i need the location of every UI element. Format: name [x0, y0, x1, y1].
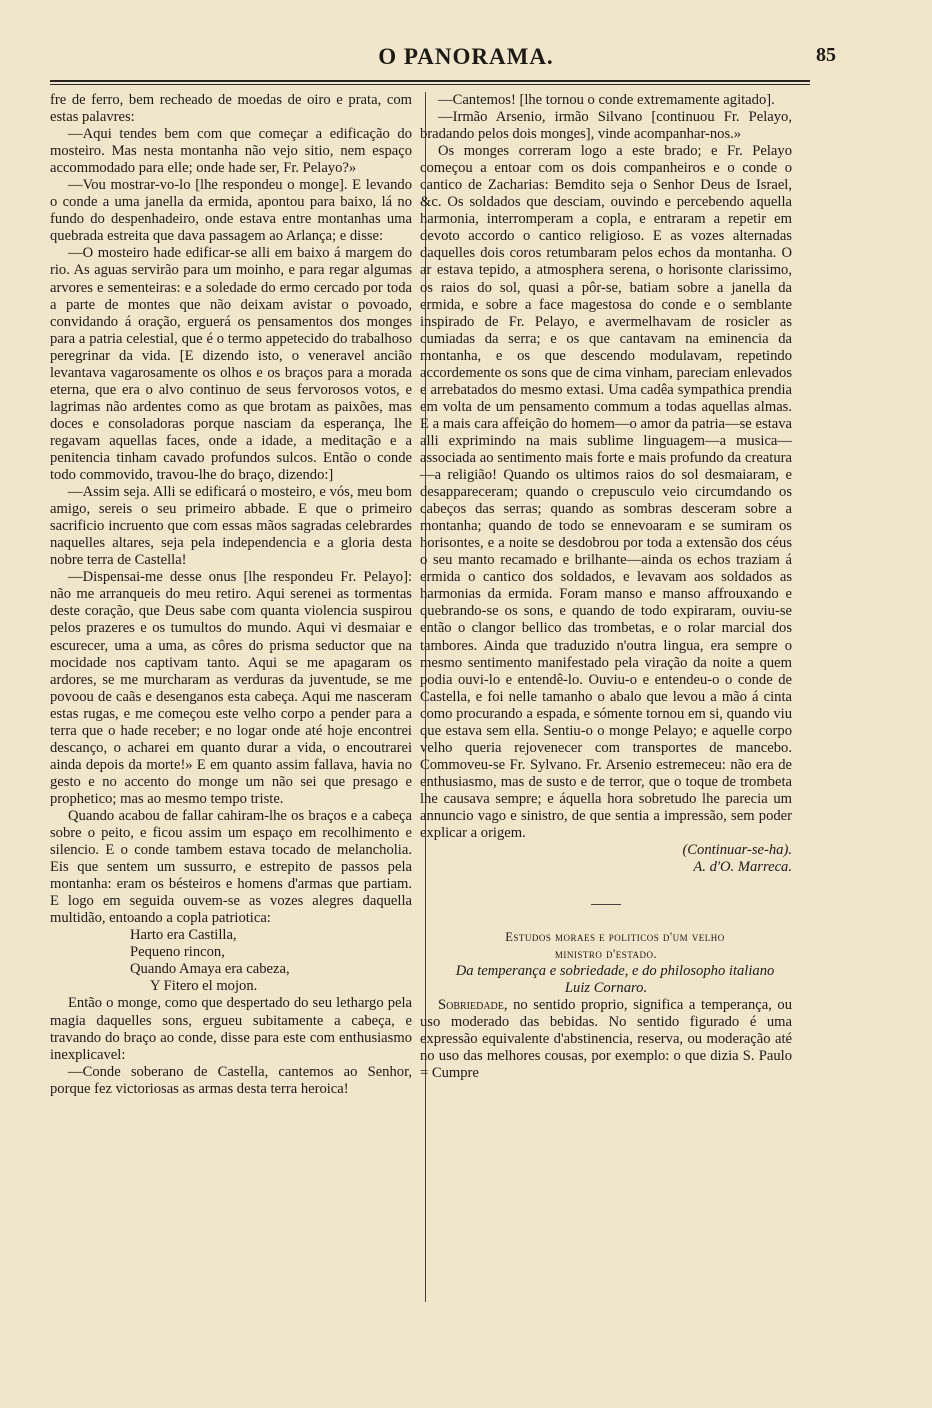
- paragraph: —O mosteiro hade edificar-se alli em baixo á margem do rio. As aguas servirão para um moinho, e para regar algumas arvores e sementeiras: e a soledade do ermo cercado por toda a parte de montes que não deixam avistar o povoado, convidando á oração, erguerá os pensamentos dos monges para a patria celestial, que é o termo appetecido do trabalhoso peregrinar da vida. [E dizendo isto, o veneravel ancião levantava vagarosamente os olhos e os braços para a morada eterna, que era o alvo continuo de seus fervorosos votos, e lagrimas não ardentes como as que brotam as paixões, mas doces e consoladoras porque nasciam da esperança, lhe regavam aquellas faces, onde a idade, a meditação e a penitencia tinham cavado profundos sulcos. Então o conde todo commovido, travou-lhe do braço, dizendo:]: [50, 245, 412, 484]
- article-lead-word: Sobriedade: [438, 997, 504, 1014]
- author-signature: A. d'O. Marreca.: [693, 859, 792, 876]
- page-number: 85: [816, 44, 836, 66]
- continuation-note: (Continuar-se-ha).: [682, 842, 792, 859]
- article-body: , no sentido proprio, significa a temperança, ou uso moderado das bebidas. No sentido figurado é uma expressão equivalente d'abstinencia, reserva, ou moderação até no uso das melhores cousas, por exemplo: o que dizia S. Paulo = Cumpre: [420, 997, 792, 1082]
- paragraph: —Vou mostrar-vo-lo [lhe respondeu o monge]. E levando o conde a uma janella da ermida, apontou para baixo, lá no fundo do despenhadeiro, onde estava entre montanhas uma quebrada estreita que dava passagem ao Arlança; e disse:: [50, 177, 412, 245]
- verse-line: Pequeno rincon,: [130, 944, 225, 961]
- verse-block: [50, 927, 412, 995]
- paragraph: fre de ferro, bem recheado de moedas de oiro e prata, com estas palavres:: [50, 92, 412, 126]
- section-separator: [591, 904, 621, 905]
- article-title: [420, 929, 792, 963]
- left-column: [50, 92, 412, 1098]
- right-column: [420, 92, 792, 1082]
- paragraph: —Assim seja. Alli se edificará o mosteiro, e vós, meu bom amigo, sereis o seu primeiro abbade. E que o primeiro sacrificio incruento que com essas mãos sagradas celebrardes naquelles altares, seja pela independencia e a gloria desta nobre terra de Castella!: [50, 484, 412, 569]
- article-subtitle-line: Luiz Cornaro.: [564, 980, 648, 997]
- article-title-line: Estudos moraes e politicos d'um velho: [505, 930, 725, 945]
- article-paragraph: [420, 997, 792, 1082]
- paragraph: —Dispensai-me desse onus [lhe respondeu Fr. Pelayo]: não me arranqueis do meu retiro. Aqui serenei as tormentas deste coração, que Deus sabe com quanta violencia suspirou pelos prazeres e os tumultos do mundo. Aqui vi desmaiar e escurecer, uma a uma, as côres do prisma seductor que na mocidade nos captivam tanto. Aqui se me apagaram os ardores, se me murcharam as verduras da juventude, se me povoou de caãs e desenganos esta cabeça. Aqui me nasceram estas rugas, e me começou este velho corpo a pender para a terra que o hade receber; e no logar onde até hoje encontrei descanço, o acharei em quanto durar a vida, o encoutrarei ainda depois da morte!» E em quanto assim fallava, havia no gesto e no accento do monge um não sei que presago e prophetico; mas ao mesmo tempo triste.: [50, 569, 412, 807]
- paragraph: —Cantemos! [lhe tornou o conde extremamente agitado].: [438, 92, 775, 108]
- paragraph: Quando acabou de fallar cahiram-lhe os braços e a cabeça sobre o peito, e ficou assim um espaço em recolhimento e silencio. E o conde tambem estava tocado de melancholia. Eis que sentem um sussurro, e estrepito de passos pela montanha: eram os bésteiros e homens d'armas que partiam. E logo em seguida ouvem-se as vozes alegres daquella multidão, entoando a copla patriotica:: [50, 807, 412, 927]
- verse-line: Harto era Castilla,: [130, 927, 237, 944]
- masthead-title: O PANORAMA.: [378, 44, 554, 69]
- paragraph: —Irmão Arsenio, irmão Silvano [continuou Fr. Pelayo, bradando pelos dois monges], vinde acompanhar-nos.»: [420, 109, 792, 143]
- paragraph: —Aqui tendes bem com que começar a edificação do mosteiro. Mas nesta montanha não vejo sitio, nem espaço accommodado para elle; onde hade ser, Fr. Pelayo?»: [50, 126, 412, 177]
- article-subtitle: [420, 963, 792, 997]
- paragraph: Então o monge, como que despertado do seu lethargo pela magia daquelles sons, ergueu subitamente a cabeça, e travando do braço ao conde, disse para este com enthusiasmo inexplicavel:: [50, 995, 412, 1063]
- article-subtitle-line: Da temperança e sobriedade, e do philosopho italiano: [455, 963, 775, 980]
- header-rule: [50, 80, 810, 82]
- paragraph: Os monges correram logo a este brado; e Fr. Pelayo começou a entoar com os dois companheiros e o conde o cantico de Zacharias: Bemdito seja o Senhor Deus de Israel, &c. Os soldados que desciam, ouvindo e percebendo aquella harmonia, interromperam a copla, e entraram a repetir em devoto accordo o cantico religioso. E as vozes alternadas daquelles dois coros retumbaram pelos echos da montanha. O ar estava tepido, a atmosphera serena, o horisonte clarissimo, os raios do sol, quasi a pôr-se, batiam sobre a janella da ermida, e sobre a face magestosa do conde e o semblante inspirado de Fr. Pelayo, e avermelhavam de rosicler as cumiadas da serra; e os que cantavam na eminencia da montanha, e os que descendo modulavam, repetindo accordemente os sons que de cima vinham, pareciam enlevados e arrebatados do mesmo extasi. Uma cadêa sympathica prendia em volta de um pensamento commum a todas aquellas almas. E a mais cara affeição do homem—o amor da patria—se estava alli exprimindo na mais sublime linguagem—a musica—associada ao sentimento mais forte e mais profundo da creatura—a religião! Quando os ultimos raios do sol desmaiaram, e desappareceram; quando o crepusculo veio circumdando os cabeços das serras; quando as sombras desceram sobre a montanha; quando de todo se ennevoaram e se sumiram os horisontes, e a noite se desdobrou por toda a extensão dos céus o seu manto recamado e brilhante—ainda os echos traziam á ermida o cantico dos soldados, e levavam aos soldados as harmonias da ermida. Foram manso e manso affrouxando e quebrando-se os sons, e quando de todo expiraram, ouviu-se então o clangor bellico das trombetas, e o rolar marcial dos tambores. Ainda que traduzido n'outra lingua, era sempre o mesmo sentimento manifestado pela viração da noite a quem podia ouvi-lo e entendê-lo. Ouviu-o e entendeu-o o conde de Castella, e foi nelle tamanho o abalo que levou a mão á cinta como procurando a espada, e sómente tornou em si, quando viu que estava sem ella. Sentiu-o o monge Pelayo; e aquelle corpo velho queria rejovenecer com transportes de mancebo. Commoveu-se Fr. Sylvano. Fr. Arsenio estremeceu: não era de enthusiasmo, mas de susto e de terror, que o toque de trombeta lhe causava sempre; e áquella hora sobretudo lhe parecia um annuncio vago e sinistro, de que sentia a impressão, sem poder explicar a origem.: [420, 143, 792, 842]
- verse-line: Quando Amaya era cabeza,: [130, 961, 290, 978]
- paragraph: —Conde soberano de Castella, cantemos ao Senhor, porque fez victoriosas as armas desta terra heroica!: [50, 1063, 412, 1097]
- article-title-line: ministro d'estado.: [554, 947, 658, 962]
- verse-line: Y Fitero el mojon.: [150, 978, 258, 995]
- header-rule-thin: [50, 84, 810, 85]
